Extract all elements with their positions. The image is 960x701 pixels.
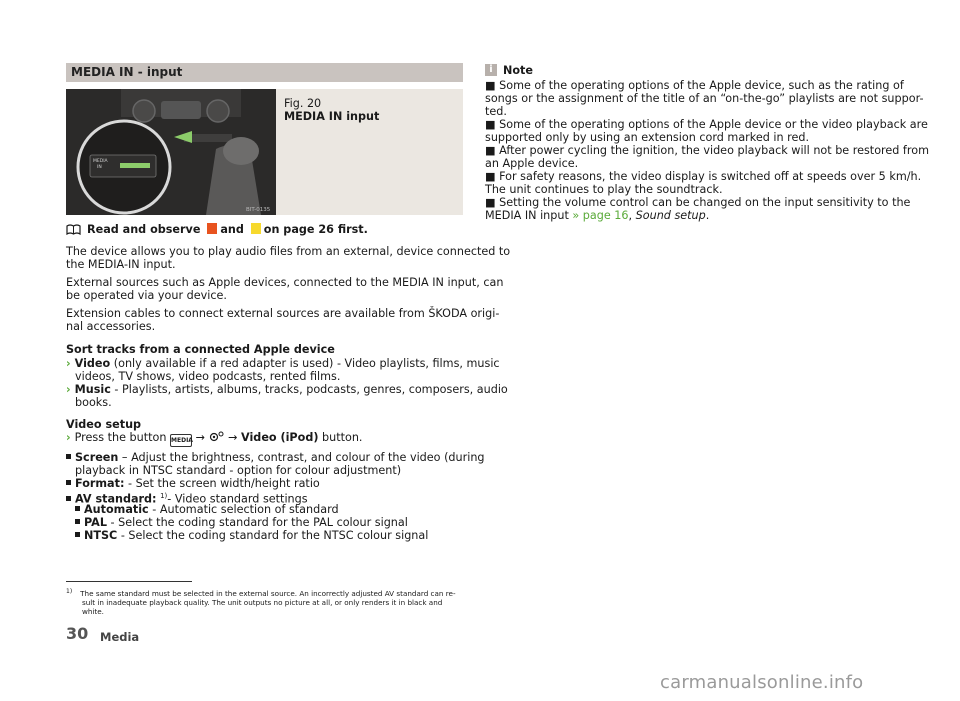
bullet-screen: Screen – Adjust the brightness, contrast, and colour of the video (during (66, 451, 485, 464)
list-item-video: › Video (only available if a red adapter is used) - Video playlists, films, music (66, 357, 500, 370)
note-line: supported only by using an extension cord marked in red. (485, 131, 810, 144)
note-last-line: MEDIA IN input » page 16, Sound setup. (485, 209, 710, 222)
read-observe-prefix: Read and observe (87, 223, 201, 236)
chevron-right-icon: › (66, 431, 71, 444)
list-item-music: › Music - Playlists, artists, albums, tracks, podcasts, genres, composers, audio (66, 383, 508, 396)
image-code: BIT-0135 (246, 207, 271, 213)
warning-yellow-icon (251, 223, 261, 234)
sub-bullet-automatic: Automatic - Automatic selection of standard (75, 503, 339, 516)
note-line: ■ Some of the operating options of the Apple device, such as the rating of (485, 79, 904, 92)
note-line: ■ After power cycling the ignition, the video playback will not be restored from (485, 144, 929, 157)
chevron-right-icon: › (66, 383, 71, 396)
chevron-right-icon: › (66, 357, 71, 370)
sub-bullet-pal: PAL - Select the coding standard for the PAL colour signal (75, 516, 408, 529)
bullet-icon (66, 454, 71, 459)
bullet-icon (66, 496, 71, 501)
warning-red-icon (207, 223, 217, 234)
socket-label-in: IN (97, 165, 102, 170)
bullet-screen-cont: playback in NTSC standard - option for colour adjustment) (75, 464, 402, 477)
socket-label-media: MEDIA (93, 159, 108, 164)
footnote-ref: 1) (160, 492, 168, 500)
read-observe-and: and (220, 223, 244, 236)
bullet-format: Format: - Set the screen width/height ratio (66, 477, 320, 490)
paragraph-2: External sources such as Apple devices, connected to the MEDIA IN input, can be operated via your device. (66, 276, 504, 303)
bullet-icon (66, 480, 71, 485)
read-observe-suffix: on page 26 first. (263, 223, 368, 236)
bullet-av-standard: AV standard: $^{1)}$- Video standard settings (66, 490, 308, 506)
page-link[interactable]: » page 16 (572, 209, 629, 222)
bullet-icon (75, 506, 80, 511)
footnote-rule (66, 581, 192, 582)
bullet-icon (75, 519, 80, 524)
paragraph-1: The device allows you to play audio files from an external, device connected to the MEDIA-IN input. (66, 245, 511, 272)
list-item-video-cont: videos, TV shows, video podcasts, rented films. (75, 370, 341, 383)
page-section-label: Media (100, 630, 140, 644)
note-line: The unit continues to play the soundtrack. (485, 183, 723, 196)
note-line: an Apple device. (485, 157, 579, 170)
footnote-marker: 1) (66, 588, 73, 595)
note-heading: Note (503, 64, 533, 77)
page-number: 30 (66, 624, 89, 643)
note-line: songs or the assignment of the title of an “on-the-go” playlists are not suppor- (485, 92, 924, 105)
figure-caption: MEDIA IN input (284, 110, 380, 123)
media-key-icon: MEDIA (170, 434, 192, 447)
list-item-music-cont: books. (75, 396, 112, 409)
sub-bullet-ntsc: NTSC - Select the coding standard for the NTSC colour signal (75, 529, 428, 542)
figure-image (66, 89, 276, 215)
paragraph-3: Extension cables to connect external sources are available from ŠKODA origi- nal accessories. (66, 307, 500, 334)
book-icon (66, 224, 81, 235)
read-observe-line (66, 223, 368, 236)
footnote: $^{1)}$ The same standard must be selected in the external source. An incorrectly adjusted AV standard can re- sult in inadequate playback quality. The unit outputs no picture at all, or only renders it in black and white. (66, 588, 456, 617)
info-icon: i (485, 64, 497, 76)
note-line: ted. (485, 105, 507, 118)
settings-icon (209, 431, 225, 442)
note-line: ■ For safety reasons, the video display is switched off at speeds over 5 km/h. (485, 170, 922, 183)
video-setup-step: › Press the button MEDIA → → Video (iPod) button. (66, 431, 362, 447)
note-line: ■ Setting the volume control can be changed on the input sensitivity to the (485, 196, 911, 209)
video-setup-heading: Video setup (66, 418, 142, 431)
sort-tracks-heading: Sort tracks from a connected Apple device (66, 343, 335, 356)
section-title: MEDIA IN - input (71, 65, 183, 79)
bullet-icon (75, 532, 80, 537)
figure-number: Fig. 20 (284, 97, 322, 110)
note-line: ■ Some of the operating options of the Apple device or the video playback are (485, 118, 928, 131)
watermark: carmanualsonline.info (660, 672, 864, 693)
